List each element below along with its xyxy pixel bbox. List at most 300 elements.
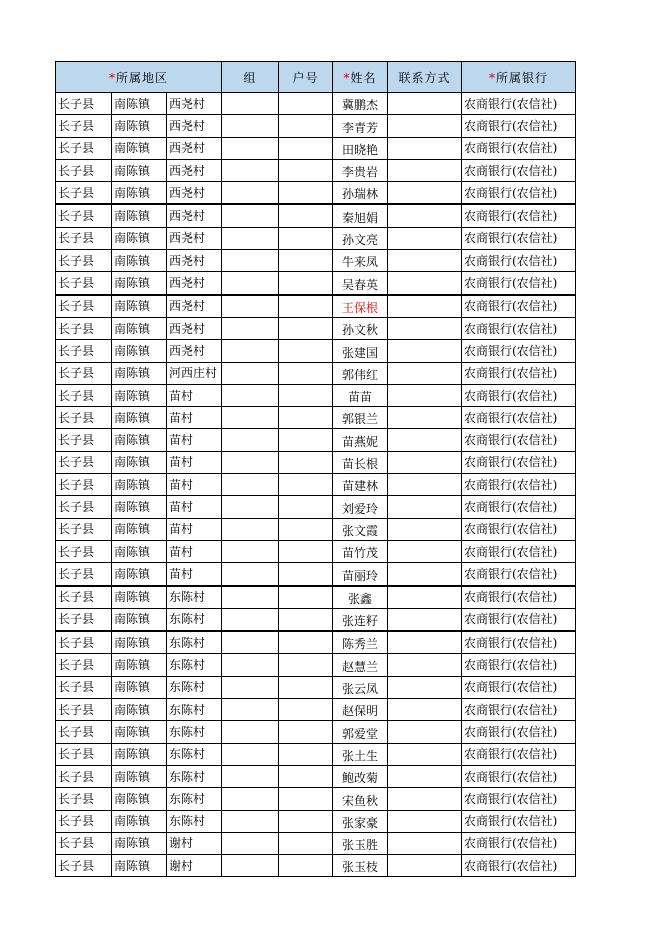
cell-town: 南陈镇	[112, 721, 167, 743]
cell-county: 长子县	[56, 810, 112, 832]
cell-contact	[388, 832, 462, 854]
cell-village: 苗村	[167, 429, 222, 451]
cell-group	[222, 563, 279, 586]
cell-name: 张连籽	[333, 608, 388, 631]
cell-village: 西尧村	[167, 250, 222, 272]
cell-contact	[388, 788, 462, 810]
cell-bank: 农商银行(农信社)	[462, 676, 576, 698]
cell-bank: 农商银行(农信社)	[462, 540, 576, 562]
table-row	[56, 272, 576, 295]
cell-household	[279, 93, 333, 115]
cell-group	[222, 340, 279, 362]
cell-county: 长子县	[56, 451, 112, 473]
cell-name: 苗建林	[333, 474, 388, 496]
cell-county: 长子县	[56, 340, 112, 362]
cell-village: 谢村	[167, 832, 222, 854]
cell-county: 长子县	[56, 699, 112, 721]
cell-name: 吴春英	[333, 272, 388, 295]
table-body	[56, 93, 576, 877]
cell-town: 南陈镇	[112, 429, 167, 451]
required-star: *	[343, 70, 351, 85]
cell-bank: 农商银行(农信社)	[462, 832, 576, 854]
cell-bank: 农商银行(农信社)	[462, 743, 576, 765]
cell-county: 长子县	[56, 474, 112, 496]
cell-village: 东陈村	[167, 765, 222, 787]
cell-village: 西尧村	[167, 159, 222, 181]
cell-bank: 农商银行(农信社)	[462, 340, 576, 362]
header-name: *姓名	[333, 62, 388, 93]
cell-town: 南陈镇	[112, 788, 167, 810]
cell-county: 长子县	[56, 631, 112, 654]
cell-household	[279, 654, 333, 676]
cell-town: 南陈镇	[112, 518, 167, 540]
cell-contact	[388, 340, 462, 362]
cell-household	[279, 317, 333, 339]
cell-name: 冀鹏杰	[333, 93, 388, 115]
cell-bank: 农商银行(农信社)	[462, 362, 576, 384]
header-region: *所属地区	[56, 62, 222, 93]
cell-name: 宋鱼秋	[333, 788, 388, 810]
cell-county: 长子县	[56, 159, 112, 181]
cell-household	[279, 810, 333, 832]
cell-county: 长子县	[56, 676, 112, 698]
cell-contact	[388, 227, 462, 249]
cell-group	[222, 317, 279, 339]
cell-town: 南陈镇	[112, 855, 167, 877]
cell-name: 孙文秋	[333, 317, 388, 339]
cell-name: 张玉枝	[333, 855, 388, 877]
cell-town: 南陈镇	[112, 654, 167, 676]
cell-county: 长子县	[56, 93, 112, 115]
cell-town: 南陈镇	[112, 631, 167, 654]
cell-town: 南陈镇	[112, 563, 167, 586]
cell-contact	[388, 765, 462, 787]
cell-town: 南陈镇	[112, 272, 167, 295]
cell-contact	[388, 317, 462, 339]
table-row	[56, 451, 576, 473]
cell-name: 张建国	[333, 340, 388, 362]
cell-town: 南陈镇	[112, 227, 167, 249]
table-row	[56, 137, 576, 159]
table-row	[56, 855, 576, 877]
required-star: *	[488, 70, 496, 85]
cell-name: 鲍改菊	[333, 765, 388, 787]
cell-contact	[388, 518, 462, 540]
cell-county: 长子县	[56, 115, 112, 137]
cell-household	[279, 340, 333, 362]
cell-name: 苗燕妮	[333, 429, 388, 451]
cell-town: 南陈镇	[112, 407, 167, 429]
cell-name: 张鑫	[333, 586, 388, 609]
cell-group	[222, 159, 279, 181]
table-row	[56, 159, 576, 181]
cell-group	[222, 384, 279, 406]
cell-town: 南陈镇	[112, 295, 167, 318]
cell-household	[279, 407, 333, 429]
cell-bank: 农商银行(农信社)	[462, 496, 576, 518]
cell-town: 南陈镇	[112, 182, 167, 205]
cell-household	[279, 250, 333, 272]
table-row	[56, 93, 576, 115]
cell-contact	[388, 496, 462, 518]
cell-bank: 农商银行(农信社)	[462, 93, 576, 115]
cell-group	[222, 855, 279, 877]
cell-county: 长子县	[56, 384, 112, 406]
cell-village: 苗村	[167, 451, 222, 473]
cell-town: 南陈镇	[112, 451, 167, 473]
cell-county: 长子县	[56, 137, 112, 159]
cell-bank: 农商银行(农信社)	[462, 563, 576, 586]
cell-county: 长子县	[56, 227, 112, 249]
cell-bank: 农商银行(农信社)	[462, 227, 576, 249]
cell-village: 东陈村	[167, 810, 222, 832]
table-row	[56, 362, 576, 384]
cell-name: 苗长根	[333, 451, 388, 473]
cell-contact	[388, 137, 462, 159]
cell-county: 长子县	[56, 832, 112, 854]
cell-name: 郭银兰	[333, 407, 388, 429]
cell-village: 西尧村	[167, 204, 222, 227]
table-row	[56, 474, 576, 496]
cell-contact	[388, 407, 462, 429]
cell-contact	[388, 272, 462, 295]
cell-name: 李青芳	[333, 115, 388, 137]
cell-contact	[388, 631, 462, 654]
cell-village: 东陈村	[167, 586, 222, 609]
table-row	[56, 788, 576, 810]
cell-village: 西尧村	[167, 317, 222, 339]
cell-town: 南陈镇	[112, 384, 167, 406]
table-row	[56, 295, 576, 318]
cell-household	[279, 496, 333, 518]
cell-contact	[388, 362, 462, 384]
cell-name: 郭爱堂	[333, 721, 388, 743]
cell-bank: 农商银行(农信社)	[462, 407, 576, 429]
cell-group	[222, 272, 279, 295]
cell-county: 长子县	[56, 855, 112, 877]
cell-contact	[388, 295, 462, 318]
cell-town: 南陈镇	[112, 765, 167, 787]
cell-county: 长子县	[56, 272, 112, 295]
cell-village: 苗村	[167, 518, 222, 540]
cell-group	[222, 182, 279, 205]
table-row	[56, 676, 576, 698]
cell-group	[222, 429, 279, 451]
cell-bank: 农商银行(农信社)	[462, 518, 576, 540]
cell-bank: 农商银行(农信社)	[462, 295, 576, 318]
cell-village: 东陈村	[167, 699, 222, 721]
cell-name: 李贵岩	[333, 159, 388, 181]
cell-county: 长子县	[56, 788, 112, 810]
cell-bank: 农商银行(农信社)	[462, 451, 576, 473]
cell-county: 长子县	[56, 608, 112, 631]
cell-group	[222, 362, 279, 384]
cell-village: 东陈村	[167, 743, 222, 765]
cell-household	[279, 765, 333, 787]
table-row	[56, 699, 576, 721]
cell-county: 长子县	[56, 654, 112, 676]
cell-contact	[388, 654, 462, 676]
cell-household	[279, 699, 333, 721]
cell-contact	[388, 699, 462, 721]
table-row	[56, 563, 576, 586]
cell-bank: 农商银行(农信社)	[462, 699, 576, 721]
cell-name: 郭伟红	[333, 362, 388, 384]
cell-town: 南陈镇	[112, 317, 167, 339]
header-row	[56, 62, 576, 93]
cell-group	[222, 631, 279, 654]
cell-group	[222, 474, 279, 496]
cell-name: 牛来凤	[333, 250, 388, 272]
cell-group	[222, 137, 279, 159]
table-row	[56, 384, 576, 406]
cell-town: 南陈镇	[112, 159, 167, 181]
table-row	[56, 721, 576, 743]
cell-group	[222, 810, 279, 832]
header-bank: *所属银行	[462, 62, 576, 93]
cell-bank: 农商银行(农信社)	[462, 855, 576, 877]
cell-county: 长子县	[56, 743, 112, 765]
cell-bank: 农商银行(农信社)	[462, 115, 576, 137]
table-row	[56, 250, 576, 272]
cell-name: 苗丽玲	[333, 563, 388, 586]
cell-contact	[388, 855, 462, 877]
cell-contact	[388, 563, 462, 586]
cell-contact	[388, 676, 462, 698]
table-row	[56, 407, 576, 429]
cell-household	[279, 540, 333, 562]
cell-contact	[388, 586, 462, 609]
cell-town: 南陈镇	[112, 699, 167, 721]
cell-contact	[388, 743, 462, 765]
cell-county: 长子县	[56, 295, 112, 318]
cell-group	[222, 699, 279, 721]
cell-bank: 农商银行(农信社)	[462, 159, 576, 181]
cell-contact	[388, 429, 462, 451]
cell-household	[279, 631, 333, 654]
cell-name: 张云凤	[333, 676, 388, 698]
cell-village: 西尧村	[167, 182, 222, 205]
cell-county: 长子县	[56, 563, 112, 586]
cell-group	[222, 518, 279, 540]
cell-name: 秦旭娟	[333, 204, 388, 227]
cell-name: 田晓艳	[333, 137, 388, 159]
cell-village: 西尧村	[167, 137, 222, 159]
cell-group	[222, 295, 279, 318]
cell-household	[279, 182, 333, 205]
cell-village: 谢村	[167, 855, 222, 877]
cell-group	[222, 540, 279, 562]
cell-village: 东陈村	[167, 721, 222, 743]
cell-household	[279, 295, 333, 318]
table-row	[56, 115, 576, 137]
cell-group	[222, 721, 279, 743]
cell-name: 张文霞	[333, 518, 388, 540]
cell-bank: 农商银行(农信社)	[462, 272, 576, 295]
cell-town: 南陈镇	[112, 810, 167, 832]
cell-village: 苗村	[167, 496, 222, 518]
cell-contact	[388, 384, 462, 406]
cell-town: 南陈镇	[112, 832, 167, 854]
cell-household	[279, 384, 333, 406]
cell-town: 南陈镇	[112, 496, 167, 518]
cell-village: 东陈村	[167, 631, 222, 654]
cell-bank: 农商银行(农信社)	[462, 608, 576, 631]
header-contact: 联系方式	[388, 62, 462, 93]
cell-bank: 农商银行(农信社)	[462, 788, 576, 810]
cell-group	[222, 743, 279, 765]
cell-bank: 农商银行(农信社)	[462, 204, 576, 227]
cell-household	[279, 227, 333, 249]
cell-contact	[388, 721, 462, 743]
cell-contact	[388, 115, 462, 137]
cell-name: 苗竹茂	[333, 540, 388, 562]
cell-bank: 农商银行(农信社)	[462, 182, 576, 205]
cell-contact	[388, 540, 462, 562]
table-row	[56, 832, 576, 854]
cell-village: 东陈村	[167, 676, 222, 698]
table-row	[56, 765, 576, 787]
cell-village: 东陈村	[167, 608, 222, 631]
table-row	[56, 340, 576, 362]
cell-household	[279, 518, 333, 540]
cell-village: 西尧村	[167, 295, 222, 318]
cell-bank: 农商银行(农信社)	[462, 765, 576, 787]
cell-county: 长子县	[56, 765, 112, 787]
cell-town: 南陈镇	[112, 250, 167, 272]
cell-bank: 农商银行(农信社)	[462, 250, 576, 272]
required-star: *	[108, 70, 116, 85]
cell-contact	[388, 608, 462, 631]
cell-name: 张土生	[333, 743, 388, 765]
cell-village: 西尧村	[167, 93, 222, 115]
cell-county: 长子县	[56, 362, 112, 384]
cell-household	[279, 272, 333, 295]
cell-county: 长子县	[56, 429, 112, 451]
cell-town: 南陈镇	[112, 474, 167, 496]
cell-household	[279, 855, 333, 877]
cell-bank: 农商银行(农信社)	[462, 721, 576, 743]
cell-bank: 农商银行(农信社)	[462, 429, 576, 451]
cell-household	[279, 743, 333, 765]
cell-village: 苗村	[167, 563, 222, 586]
cell-county: 长子县	[56, 250, 112, 272]
cell-village: 苗村	[167, 384, 222, 406]
cell-town: 南陈镇	[112, 93, 167, 115]
cell-household	[279, 474, 333, 496]
cell-village: 东陈村	[167, 654, 222, 676]
cell-town: 南陈镇	[112, 362, 167, 384]
cell-county: 长子县	[56, 721, 112, 743]
cell-contact	[388, 93, 462, 115]
cell-contact	[388, 810, 462, 832]
cell-household	[279, 429, 333, 451]
cell-village: 东陈村	[167, 788, 222, 810]
table-row	[56, 227, 576, 249]
cell-county: 长子县	[56, 407, 112, 429]
cell-group	[222, 407, 279, 429]
cell-county: 长子县	[56, 317, 112, 339]
table-row	[56, 496, 576, 518]
cell-bank: 农商银行(农信社)	[462, 474, 576, 496]
cell-name: 陈秀兰	[333, 631, 388, 654]
cell-bank: 农商银行(农信社)	[462, 631, 576, 654]
cell-name: 刘爱玲	[333, 496, 388, 518]
cell-household	[279, 115, 333, 137]
table-row	[56, 654, 576, 676]
cell-name: 赵保明	[333, 699, 388, 721]
table-row	[56, 317, 576, 339]
cell-household	[279, 451, 333, 473]
cell-name: 王保根	[333, 295, 388, 318]
cell-group	[222, 788, 279, 810]
cell-household	[279, 159, 333, 181]
cell-group	[222, 654, 279, 676]
cell-town: 南陈镇	[112, 586, 167, 609]
cell-group	[222, 608, 279, 631]
cell-village: 河西庄村	[167, 362, 222, 384]
table-row	[56, 540, 576, 562]
cell-name: 赵慧兰	[333, 654, 388, 676]
table-row	[56, 586, 576, 609]
cell-bank: 农商银行(农信社)	[462, 586, 576, 609]
header-group: 组	[222, 62, 279, 93]
cell-county: 长子县	[56, 540, 112, 562]
cell-county: 长子县	[56, 518, 112, 540]
cell-name: 张家豪	[333, 810, 388, 832]
cell-group	[222, 250, 279, 272]
cell-town: 南陈镇	[112, 608, 167, 631]
cell-contact	[388, 182, 462, 205]
cell-bank: 农商银行(农信社)	[462, 317, 576, 339]
cell-household	[279, 676, 333, 698]
cell-contact	[388, 474, 462, 496]
cell-village: 西尧村	[167, 340, 222, 362]
cell-group	[222, 451, 279, 473]
cell-household	[279, 586, 333, 609]
cell-town: 南陈镇	[112, 204, 167, 227]
cell-contact	[388, 204, 462, 227]
cell-household	[279, 832, 333, 854]
cell-group	[222, 765, 279, 787]
table-row	[56, 182, 576, 205]
cell-group	[222, 496, 279, 518]
table-row	[56, 204, 576, 227]
cell-village: 西尧村	[167, 227, 222, 249]
table-row	[56, 743, 576, 765]
cell-household	[279, 563, 333, 586]
table-row	[56, 608, 576, 631]
cell-bank: 农商银行(农信社)	[462, 137, 576, 159]
cell-household	[279, 721, 333, 743]
cell-bank: 农商银行(农信社)	[462, 810, 576, 832]
cell-county: 长子县	[56, 586, 112, 609]
household-bank-table	[55, 61, 576, 877]
cell-group	[222, 204, 279, 227]
cell-town: 南陈镇	[112, 340, 167, 362]
cell-town: 南陈镇	[112, 115, 167, 137]
cell-bank: 农商银行(农信社)	[462, 384, 576, 406]
cell-town: 南陈镇	[112, 743, 167, 765]
cell-village: 苗村	[167, 407, 222, 429]
table-row	[56, 631, 576, 654]
cell-town: 南陈镇	[112, 676, 167, 698]
cell-group	[222, 676, 279, 698]
cell-household	[279, 137, 333, 159]
cell-county: 长子县	[56, 496, 112, 518]
cell-household	[279, 362, 333, 384]
cell-town: 南陈镇	[112, 137, 167, 159]
